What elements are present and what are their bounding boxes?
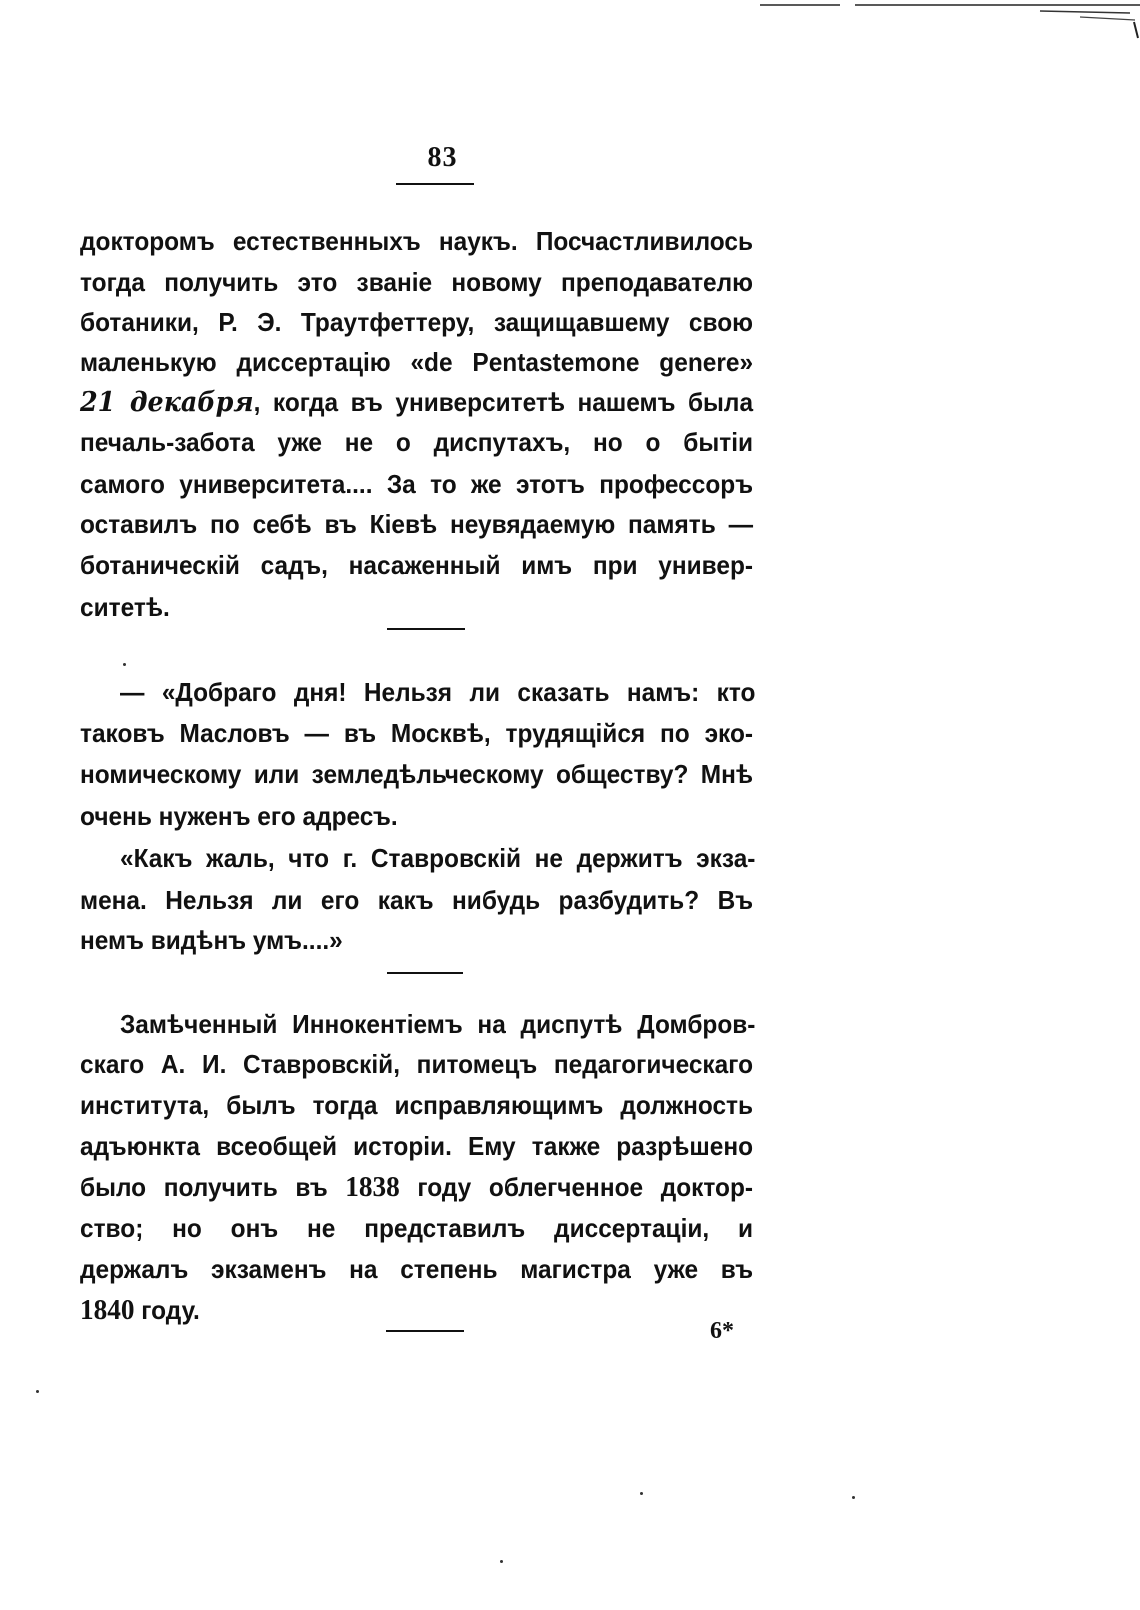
scan-speck: [500, 1560, 503, 1563]
text-span: было получить въ: [80, 1172, 346, 1202]
page-number: 83: [427, 142, 458, 173]
scan-speck: [640, 1492, 643, 1495]
year-1840: 1840: [80, 1294, 135, 1326]
text-span: году облегченное доктор-: [399, 1172, 754, 1202]
text-span: году.: [134, 1295, 200, 1325]
text-line: ботаники, Р. Э. Траутфеттеру, защищавшему свою: [80, 307, 754, 337]
text-line: — «Добраго дня! Нельзя ли сказать намъ: кто: [120, 677, 756, 707]
scan-speck: [36, 1390, 39, 1393]
scan-speck: [123, 663, 126, 666]
text-line: держалъ экзаменъ на степень магистра уже въ: [80, 1254, 754, 1284]
text-line: очень нуженъ его адресъ.: [80, 801, 398, 831]
text-line: тогда получить это званіе новому преподавателю: [80, 267, 754, 297]
page-number-underline: [396, 183, 474, 185]
text-line: [80, 1295, 753, 1325]
section-divider: [386, 1330, 464, 1332]
text-span: , когда въ университетѣ нашемъ была: [253, 387, 754, 417]
text-line: самого университета.... За то же этотъ профессоръ: [80, 469, 754, 499]
text-line: мена. Нельзя ли его какъ нибудь разбудить? Въ: [80, 885, 754, 915]
text-line: Замѣченный Иннокентіемъ на диспутѣ Домбров-: [120, 1009, 756, 1039]
signature-mark: 6*: [710, 1318, 734, 1344]
text-line: таковъ Масловъ — въ Москвѣ, трудящійся по эко-: [80, 718, 754, 748]
year-1838: 1838: [345, 1171, 400, 1203]
text-line: [80, 387, 753, 418]
scan-edge-artifact: [620, 0, 1140, 40]
scan-speck: [852, 1496, 855, 1499]
italic-date: 21 декабря: [80, 387, 254, 418]
text-line: скаго А. И. Ставровскій, питомецъ педагогическаго: [80, 1049, 754, 1079]
text-line: [80, 1172, 753, 1202]
text-line: маленькую диссертацію «de Pentastemone genere»: [80, 347, 754, 377]
text-line: института, былъ тогда исправляющимъ должность: [80, 1090, 754, 1120]
text-line: докторомъ естественныхъ наукъ. Посчастливилось: [80, 226, 754, 256]
text-line: ство; но онъ не представилъ диссертаціи, и: [80, 1213, 754, 1243]
text-line: «Какъ жаль, что г. Ставровскій не держитъ экза-: [120, 843, 756, 873]
text-line: оставилъ по себѣ въ Кіевѣ неувядаемую память —: [80, 509, 754, 539]
section-divider: [387, 972, 463, 974]
text-line: адъюнкта всеобщей исторіи. Ему также разрѣшено: [80, 1131, 754, 1161]
text-line: печаль-забота уже не о диспутахъ, но о бытіи: [80, 427, 754, 457]
text-line: немъ видѣнъ умъ....»: [80, 925, 343, 955]
text-line: номическому или земледѣльческому обществу? Мнѣ: [80, 759, 754, 789]
text-line: ботаническій садъ, насаженный имъ при универ-: [80, 550, 754, 580]
text-line: ситетѣ.: [80, 592, 170, 622]
section-divider: [387, 628, 465, 630]
